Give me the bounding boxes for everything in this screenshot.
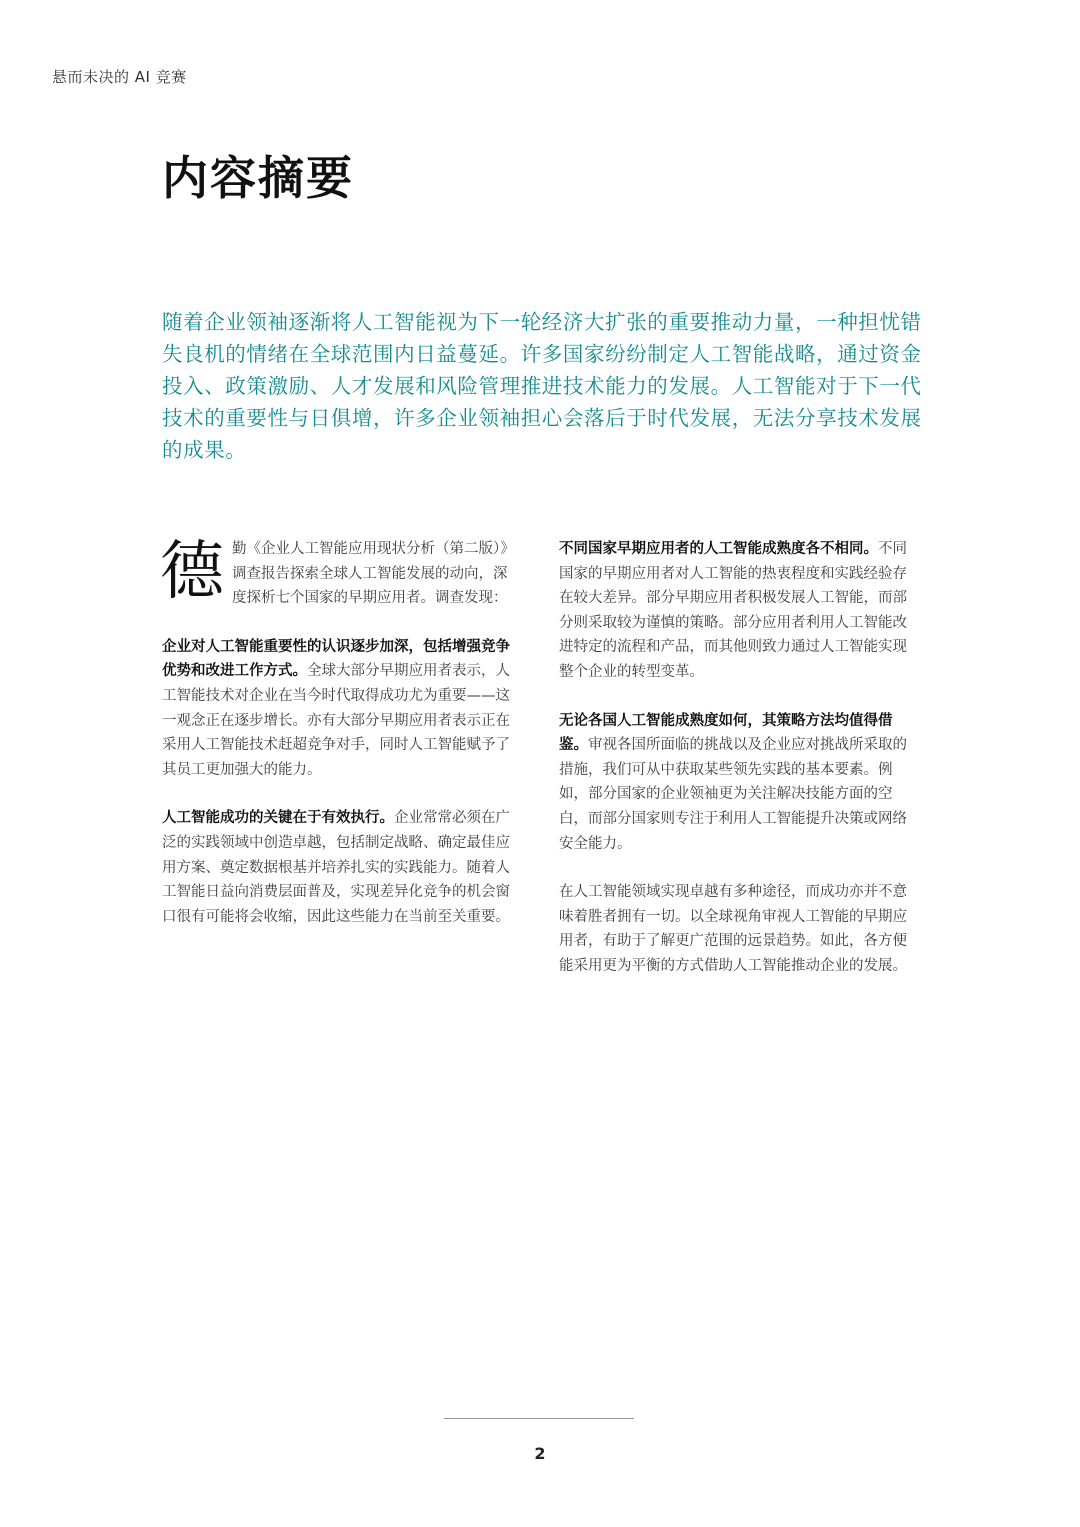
finding-heading: 不同国家早期应用者的人工智能成熟度各不相同。 [559, 541, 878, 557]
left-column [162, 537, 520, 953]
opening-text: 勤《企业人工智能应用现状分析（第二版）》调查报告探索全球人工智能发展的动向，深度探析七个国家的早期应用者。调查发现： [232, 541, 515, 607]
finding-heading: 企业对人工智能重要性的认识逐步加深，包括增强竞争优势和改进工作方式。 [162, 638, 510, 680]
finding-heading: 人工智能成功的关键在于有效执行。 [162, 810, 394, 827]
finding-paragraph [162, 806, 520, 929]
page-number: 2 [534, 1444, 546, 1463]
finding-body: 不同国家的早期应用者对人工智能的热衷程度和实践经验存在较大差异。部分早期应用者积极发展人工智能，而部分则采取较为谨慎的策略。部分应用者利用人工智能改进特定的流程和产品，而其他则致力通过人工智能实现整个企业的转型变革。 [559, 541, 907, 680]
page-title: 内容摘要 [162, 151, 354, 205]
closing-paragraph: 在人工智能领域实现卓越有多种途径，而成功亦并不意味着胜者拥有一切。以全球视角审视人工智能的早期应用者，有助于了解更广范围的远景趋势。如此，各方便能采用更为平衡的方式借助人工智能推动企业的发展。 [559, 884, 907, 974]
opening-paragraph [162, 537, 520, 611]
finding-body: 审视各国所面临的挑战以及企业应对挑战所采取的措施，我们可从中获取某些领先实践的基本要素。例如，部分国家的企业领袖更为关注解决技能方面的空白，而部分国家则专注于利用人工智能提升决策或网络安全能力。 [559, 737, 907, 852]
finding-paragraph [559, 537, 917, 685]
intro-paragraph: 随着企业领袖逐渐将人工智能视为下一轮经济大扩张的重要推动力量，一种担忧错失良机的情绪在全球范围内日益蔓延。许多国家纷纷制定人工智能战略，通过资金投入、政策激励、人才发展和风险管理推进技术能力的发展。人工智能对于下一代技术的重要性与日俱增，许多企业领袖担心会落后于时代发展，无法分享技术发展的成果。 [162, 310, 922, 462]
right-column [559, 537, 917, 1003]
footer-divider [444, 1418, 634, 1419]
finding-paragraph [162, 635, 520, 783]
finding-body: 全球大部分早期应用者表示，人工智能技术对企业在当今时代取得成功尤为重要——这一观念正在逐步增长。亦有大部分早期应用者表示正在采用人工智能技术赶超竞争对手，同时人工智能赋予了其员工更加强大的能力。 [162, 663, 510, 778]
running-header: 悬而未决的 AI 竞赛 [52, 68, 187, 86]
drop-cap: 德 [160, 535, 224, 609]
finding-heading: 无论各国人工智能成熟度如何，其策略方法均值得借鉴。 [559, 712, 893, 754]
finding-body: 企业常常必须在广泛的实践领域中创造卓越，包括制定战略、确定最佳应用方案、奠定数据根基并培养扎实的实践能力。随着人工智能日益向消费层面普及，实现差异化竞争的机会窗口很有可能将会收缩，因此这些能力在当前至关重要。 [162, 810, 510, 925]
finding-paragraph [559, 709, 917, 857]
